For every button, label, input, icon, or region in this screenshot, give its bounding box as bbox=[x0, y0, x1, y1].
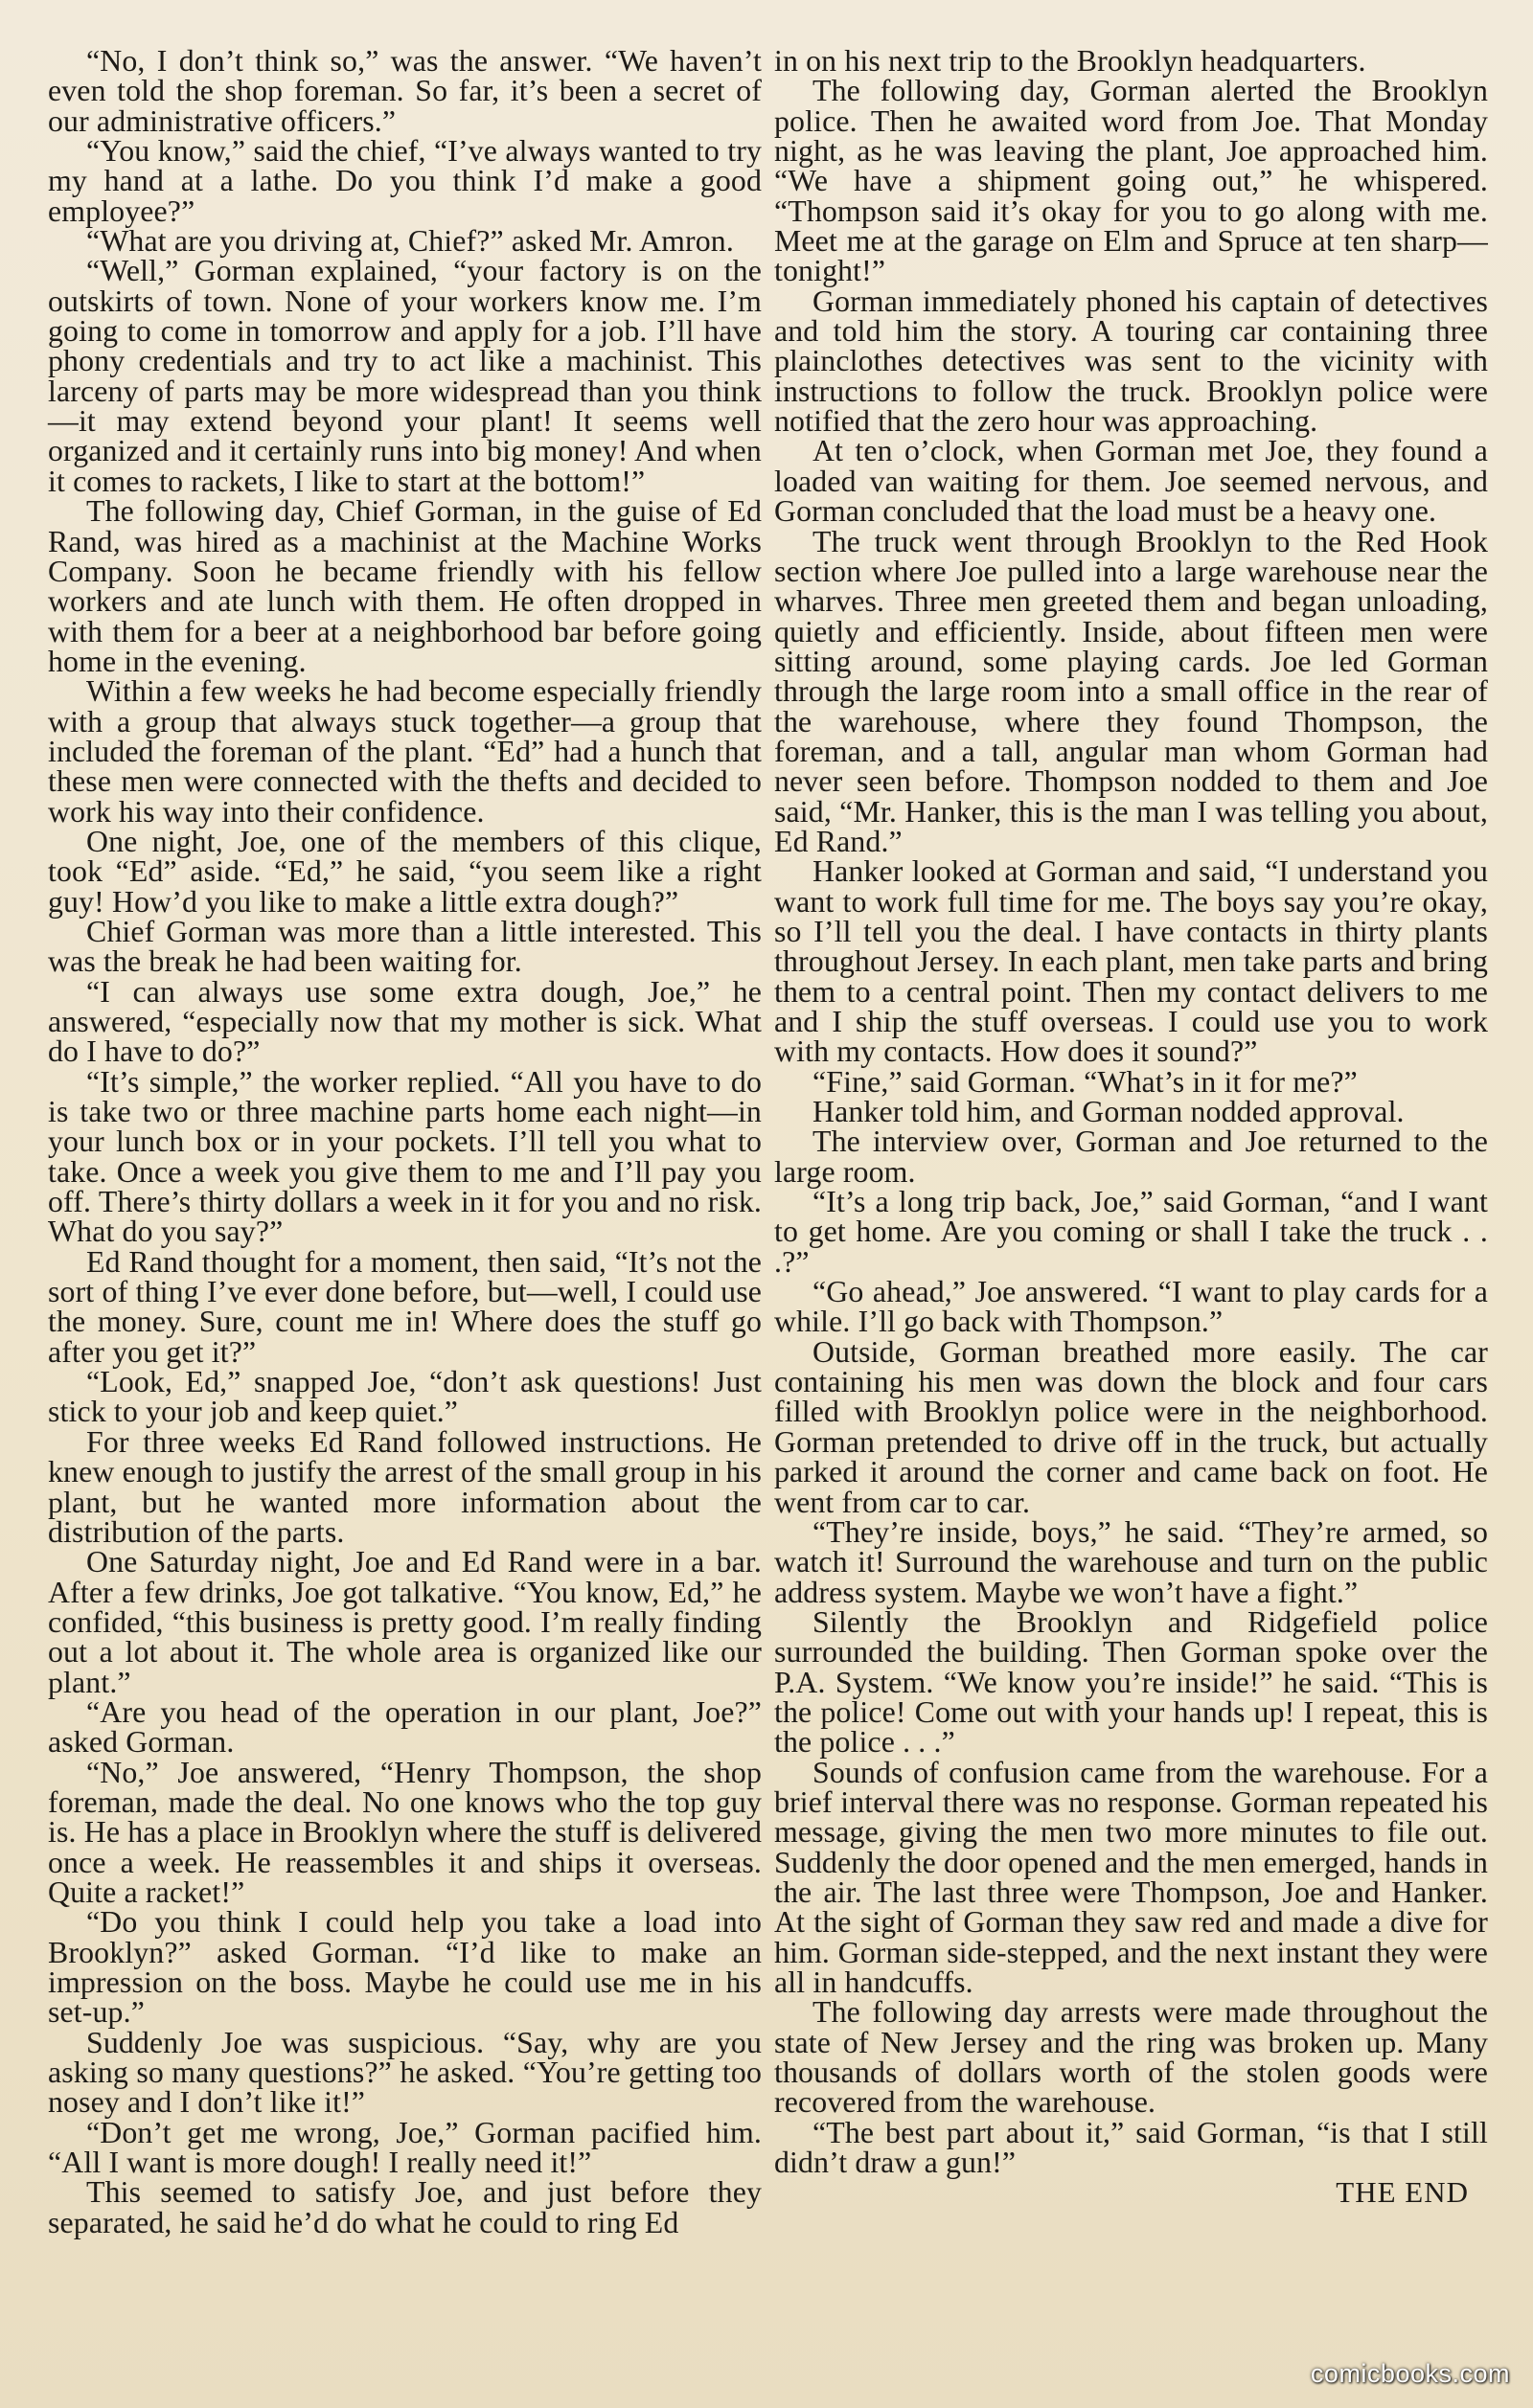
paragraph: “Don’t get me wrong, Joe,” Gorman pacified him. “All I want is more dough! I really need it!” bbox=[48, 2115, 762, 2180]
paragraph: The following day, Chief Gorman, in the guise of Ed Rand, was hired as a machinist at the Machine Works Company. Soon he became friendly with his fellow workers and ate lunch with them. He often dropped in with them for a beer at a neighborhood bar before going home in the evening. bbox=[48, 494, 762, 678]
paragraph: “It’s simple,” the worker replied. “All you have to do is take two or three machine parts home each night—in your lunch box or in your pockets. I’ll tell you what to take. Once a week you give them to me and I’ll pay you off. There’s thirty dollars a week in it for you and no risk. What do you say?” bbox=[48, 1064, 762, 1249]
paragraph: Gorman immediately phoned his captain of detectives and told him the story. A touring car containing three plainclothes detectives was sent to the vicinity with instructions to follow the truck. Brooklyn police were notified that the zero hour was approaching. bbox=[774, 284, 1488, 439]
paragraph: “They’re inside, boys,” he said. “They’re armed, so watch it! Surround the warehouse and turn on the public address system. Maybe we won’t have a fight.” bbox=[774, 1514, 1488, 1609]
paragraph: For three weeks Ed Rand followed instructions. He knew enough to justify the arrest of the small group in his plant, but he wanted more information about the distribution of the parts. bbox=[48, 1424, 762, 1549]
paragraph: This seemed to satisfy Joe, and just before they separated, he said he’d do what he could to ring Ed bbox=[48, 2175, 762, 2239]
paragraph: One night, Joe, one of the members of this clique, took “Ed” aside. “Ed,” he said, “you seem like a right guy! How’d you like to make a little extra dough?” bbox=[48, 824, 762, 919]
paragraph: “No, I don’t think so,” was the answer. “We haven’t even told the shop foreman. So far, it’s been a secret of our administrative officers.” bbox=[48, 44, 762, 138]
paragraph: “Look, Ed,” snapped Joe, “don’t ask questions! Just stick to your job and keep quiet.” bbox=[48, 1365, 762, 1429]
the-end-mark: THE END bbox=[1336, 2175, 1469, 2210]
paragraph: “Well,” Gorman explained, “your factory is on the outskirts of town. None of your workers know me. I’m going to come in tomorrow and apply for a job. I’ll have phony credentials and try to act like a machinist. This larceny of parts may be more widespread than you think—it may extend beyond your plant! It seems well organized and it certainly runs into big money! And when it comes to rackets, I like to start at the bottom!” bbox=[48, 254, 762, 498]
paragraph: “No,” Joe answered, “Henry Thompson, the shop foreman, made the deal. No one knows who the top guy is. He has a place in Brooklyn where the stuff is delivered once a week. He reassembles it and ships it overseas. Quite a racket!” bbox=[48, 1755, 762, 1909]
paragraph: At ten o’clock, when Gorman met Joe, they found a loaded van waiting for them. Joe seemed nervous, and Gorman concluded that the load must be a heavy one. bbox=[774, 434, 1488, 529]
right-column bbox=[774, 46, 1488, 2208]
paragraph: “Go ahead,” Joe answered. “I want to play cards for a while. I’ll go back with Thompson.” bbox=[774, 1275, 1488, 1339]
paragraph: Outside, Gorman breathed more easily. The car containing his men was down the block and four cars filled with Brooklyn police were in the neighborhood. Gorman pretended to drive off in the truck, but actually parked it around the corner and came back on foot. He went from car to car. bbox=[774, 1334, 1488, 1519]
paragraph-continuation: in on his next trip to the Brooklyn headquarters. bbox=[774, 44, 1366, 78]
paragraph: Ed Rand thought for a moment, then said, “It’s not the sort of thing I’ve ever done before, but—well, I could use the money. Sure, count me in! Where does the stuff go after you get it?” bbox=[48, 1244, 762, 1369]
paragraph: “You know,” said the chief, “I’ve always wanted to try my hand at a lathe. Do you think I’d make a good employee?” bbox=[48, 134, 762, 228]
paragraph: “I can always use some extra dough, Joe,” he answered, “especially now that my mother is sick. What do I have to do?” bbox=[48, 974, 762, 1069]
paragraph: The truck went through Brooklyn to the Red Hook section where Joe pulled into a large warehouse near the wharves. Three men greeted them and began unloading, quietly and efficiently. Inside, about fifteen men were sitting around, some playing cards. Joe led Gorman through the large room into a small office in the rear of the warehouse, where they found Thompson, the foreman, and a tall, angular man whom Gorman had never seen before. Thompson nodded to them and Joe said, “Mr. Hanker, this is the man I was telling you about, Ed Rand.” bbox=[774, 524, 1488, 858]
paragraph: The following day arrests were made throughout the state of New Jersey and the ring was broken up. Many thousands of dollars worth of the stolen goods were recovered from the warehouse. bbox=[774, 1995, 1488, 2120]
paragraph: Chief Gorman was more than a little interested. This was the break he had been waiting for. bbox=[48, 914, 762, 979]
paragraph: “The best part about it,” said Gorman, “is that I still didn’t draw a gun!” bbox=[774, 2115, 1488, 2180]
paragraph: Suddenly Joe was suspicious. “Say, why are you asking so many questions?” he asked. “You’re getting too nosey and I don’t like it!” bbox=[48, 2025, 762, 2120]
paragraph: “What are you driving at, Chief?” asked Mr. Amron. bbox=[86, 224, 734, 259]
paragraph: Hanker told him, and Gorman nodded approval. bbox=[812, 1095, 1405, 1129]
paragraph: Silently the Brooklyn and Ridgefield police surrounded the building. Then Gorman spoke over the P.A. System. “We know you’re inside!” he said. “This is the police! Come out with your hands up! I repeat, this is the police . . .” bbox=[774, 1604, 1488, 1760]
paragraph: The interview over, Gorman and Joe returned to the large room. bbox=[774, 1124, 1488, 1189]
paragraph: The following day, Gorman alerted the Brooklyn police. Then he awaited word from Joe. That Monday night, as he was leaving the plant, Joe approached him. “We have a shipment going out,” he whispered. “Thompson said it’s okay for you to go along with me. Meet me at the garage on Elm and Spruce at ten sharp—tonight!” bbox=[774, 74, 1488, 288]
site-watermark: comicbooks.com bbox=[1310, 2359, 1510, 2388]
paragraph: “Fine,” said Gorman. “What’s in it for me?” bbox=[812, 1064, 1358, 1099]
left-column bbox=[48, 46, 762, 2238]
paragraph: Within a few weeks he had become especially friendly with a group that always stuck together—a group that included the foreman of the plant. “Ed” had a hunch that these men were connected with the thefts and decided to work his way into their confidence. bbox=[48, 674, 762, 829]
paragraph: One Saturday night, Joe and Ed Rand were in a bar. After a few drinks, Joe got talkative. “You know, Ed,” he confided, “this business is pretty good. I’m really finding out a lot about it. The whole area is organized like our plant.” bbox=[48, 1545, 762, 1699]
paragraph: Sounds of confusion came from the warehouse. For a brief interval there was no response. Gorman repeated his message, giving the men two more minutes to file out. Suddenly the door opened and the men emerged, hands in the air. The last three were Thompson, Joe and Hanker. At the sight of Gorman they saw red and made a dive for him. Gorman side-stepped, and the next instant they were all in handcuffs. bbox=[774, 1755, 1488, 1999]
paragraph: “Are you head of the operation in our plant, Joe?” asked Gorman. bbox=[48, 1694, 762, 1760]
paragraph: “It’s a long trip back, Joe,” said Gorman, “and I want to get home. Are you coming or shall I take the truck . . .?” bbox=[774, 1185, 1488, 1279]
paragraph: “Do you think I could help you take a load into Brooklyn?” asked Gorman. “I’d like to make an impression on the boss. Maybe he could use me in his set-up.” bbox=[48, 1905, 762, 2030]
paragraph: Hanker looked at Gorman and said, “I understand you want to work full time for me. The boys say you’re okay, so I’ll tell you the deal. I have contacts in thirty plants throughout Jersey. In each plant, men take parts and bring them to a central point. Then my contact delivers to me and I ship the stuff overseas. I could use you to work with my contacts. How does it sound?” bbox=[774, 854, 1488, 1069]
